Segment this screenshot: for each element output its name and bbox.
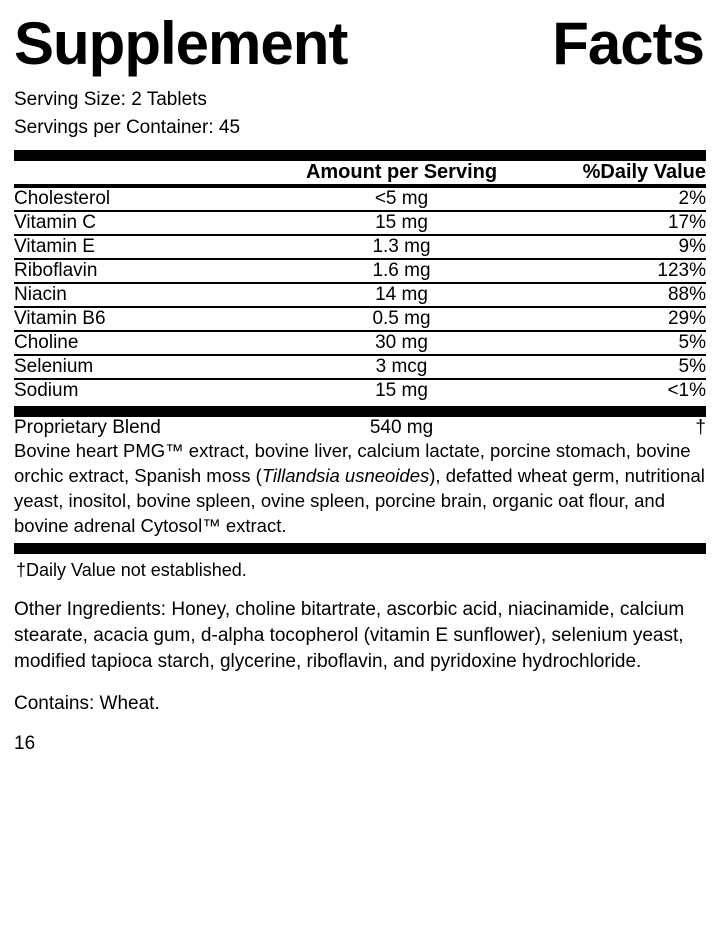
divider-thick-middle [14,406,706,417]
nutrient-amount: 3 mcg [270,355,533,379]
table-row [14,307,706,331]
table-row [14,331,706,355]
nutrient-daily-value: <1% [533,379,706,402]
nutrient-amount: 15 mg [270,211,533,235]
nutrient-name: Choline [14,331,270,355]
table-row [14,235,706,259]
nutrient-daily-value: 88% [533,283,706,307]
serving-information [14,86,706,141]
nutrient-daily-value: 123% [533,259,706,283]
table-row [14,379,706,402]
title-word-facts: Facts [552,10,704,77]
nutrient-name: Selenium [14,355,270,379]
nutrient-amount: 15 mg [270,379,533,402]
servings-per-container: Servings per Container: 45 [14,116,241,138]
proprietary-blend-table [14,417,706,539]
nutrient-name: Vitamin C [14,211,270,235]
table-row [14,355,706,379]
table-header-row [14,161,706,184]
table-row [14,188,706,211]
nutrient-name: Vitamin E [14,235,270,259]
divider-thick-top [14,150,706,161]
blend-text-part1: Bovine heart PMG™ extract, bovine liver, calcium lactate, porcine stomach, bovine orchic extract, Spanish moss ( [14,440,691,487]
serving-size: Serving Size: 2 Tablets [14,89,207,110]
proprietary-blend-row [14,417,706,439]
table-row [14,259,706,283]
allergen-contains-statement: Contains: Wheat. [14,692,160,714]
blend-amount: 540 mg [369,417,434,439]
nutrient-daily-value: 5% [533,331,706,355]
other-ingredients: Other Ingredients: Honey, choline bitartrate, ascorbic acid, niacinamide, calcium stearate, acacia gum, d-alpha tocopherol (vitamin E sunflower), selenium yeast, modified tapioca starch, glycerine, riboflavin, and pyridoxine hydrochloride. [14,598,685,673]
blend-text-part2: ), defatted wheat germ, nutritional yeast, inositol, bovine spleen, ovine spleen, porcine brain, organic oat flour, and bovine adrenal Cytosol™ extract. [14,465,705,536]
header-daily-value: %Daily Value [582,161,706,184]
nutrient-amount: 14 mg [270,283,533,307]
table-row [14,211,706,235]
nutrient-daily-value: 5% [533,355,706,379]
nutrient-name: Niacin [14,283,270,307]
nutrition-table [14,161,706,184]
nutrient-name: Cholesterol [14,188,111,210]
nutrient-amount: 30 mg [270,331,533,355]
proprietary-blend-description-row [14,439,706,539]
page-number: 16 [14,732,36,754]
blend-name: Proprietary Blend [14,417,161,439]
nutrient-name: Riboflavin [14,259,270,283]
nutrient-daily-value: 17% [533,211,706,235]
header-nutrient [14,161,270,184]
panel-title [14,0,706,77]
nutrient-rows-table [14,188,706,402]
nutrient-amount: 1.6 mg [270,259,533,283]
nutrient-amount: 0.5 mg [270,307,533,331]
nutrient-amount: <5 mg [374,188,429,210]
nutrient-daily-value: 9% [533,235,706,259]
nutrient-name: Sodium [14,379,270,402]
nutrient-amount: 1.3 mg [270,235,533,259]
title-word-supplement: Supplement [14,10,348,77]
daily-value-footnote: †Daily Value not established. [16,559,247,580]
blend-ingredients-text [14,439,706,539]
nutrient-name: Vitamin B6 [14,307,270,331]
nutrient-daily-value: 2% [678,188,706,210]
header-amount-per-serving: Amount per Serving [305,161,498,184]
blend-daily-value: † [695,417,706,439]
blend-text-italic-species: Tillandsia usneoides [261,465,430,487]
table-row [14,283,706,307]
divider-thick-bottom [14,543,706,554]
nutrient-daily-value: 29% [533,307,706,331]
